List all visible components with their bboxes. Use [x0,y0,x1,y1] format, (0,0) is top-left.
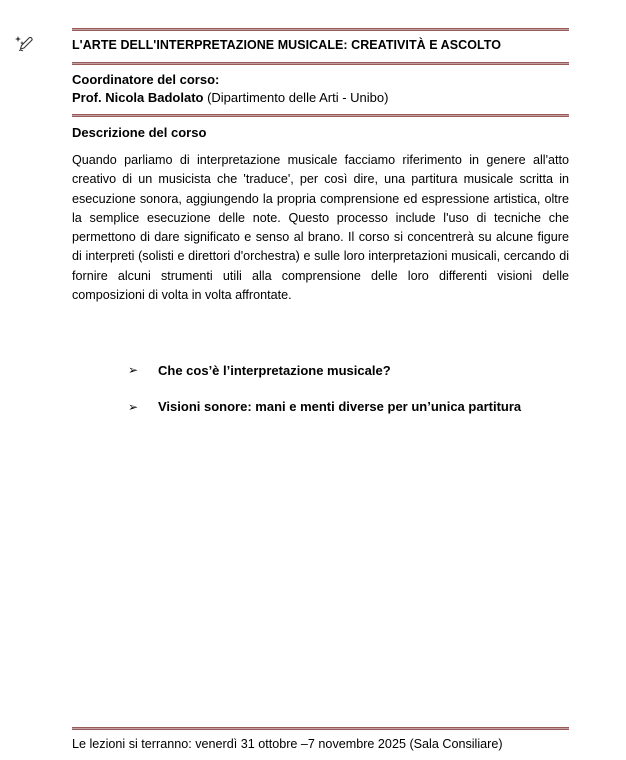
topic-label: Visioni sonore: mani e menti diverse per un’unica partitura [158,399,522,414]
top-rule [72,28,569,31]
footer-schedule: Le lezioni si terranno: venerdì 31 ottobre –7 novembre 2025 (Sala Consiliare) [72,737,503,751]
coordinator-name: Prof. Nicola Badolato [72,90,204,105]
description-body: Quando parliamo di interpretazione musicale facciamo riferimento in genere all'atto creativo di un musicista che 'traduce', per così dire, una partitura musicale scritta in esecuzione sonora, aggiungendo la propria comprensione ed espressione artistica, oltre la semplice esecuzione delle note. Questo processo include l'uso di tecniche che permettono di dare significato e senso al brano. Il corso si concentrerà su alcune figure di interpreti (solisti e direttori d'orchestra) e sulle loro interpretazioni musicali, cercando di fornire alcuni strumenti utili alla comprensione delle loro differenti visioni delle composizioni di volta in volta affrontate. [72,153,569,303]
footer-rule [72,727,569,730]
coordinator-rule [72,114,569,117]
topic-item [128,361,521,379]
title-rule [72,62,569,65]
arrow-bullet-icon: ➢ [128,399,139,414]
topic-item [128,398,521,416]
topic-label: Che cos’è l’interpretazione musicale? [158,362,391,378]
coordinator-affiliation: (Dipartimento delle Arti - Unibo) [203,90,389,105]
course-title: L'ARTE DELL'INTERPRETAZIONE MUSICALE: CREATIVITÀ E ASCOLTO [72,38,501,52]
coordinator-label: Coordinatore del corso: [72,72,220,87]
topic-list [128,361,521,434]
description-heading: Descrizione del corso [72,125,207,140]
arrow-bullet-icon: ➢ [128,363,139,377]
sparkle-pen-icon[interactable] [14,33,34,53]
coordinator-line [72,90,388,105]
